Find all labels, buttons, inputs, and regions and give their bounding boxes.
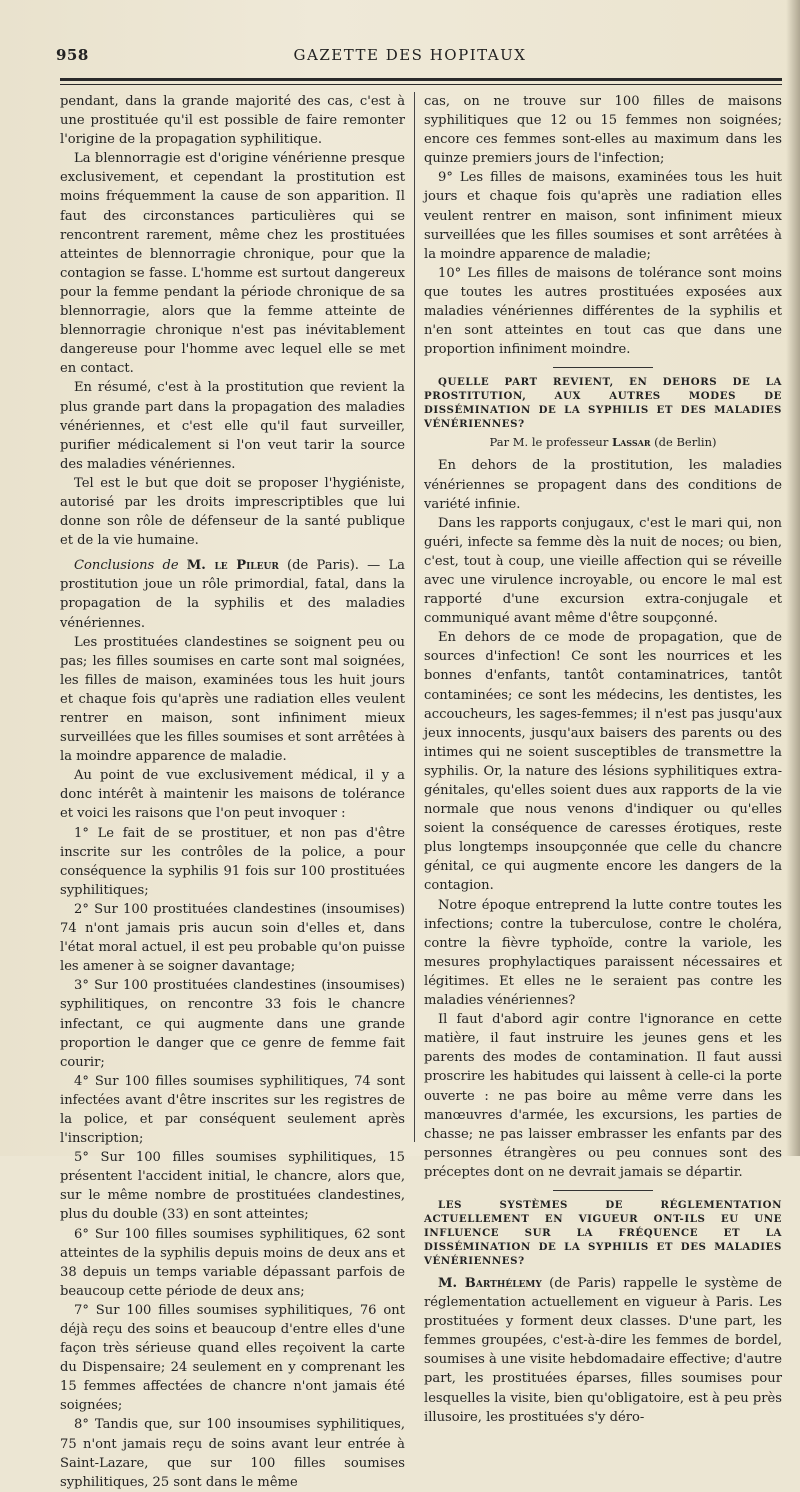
page-edge-shadow	[786, 0, 800, 1156]
byline-suffix: (de Berlin)	[654, 435, 717, 450]
list-item: 1° Le fait de se prostituer, et non pas d'être inscrite sur les contrôles de la police, a pour conséquence la syphilis 91 fois sur 100 prostituées syphilitiques;	[60, 825, 405, 898]
paragraph: pendant, dans la grande majorité des cas, c'est à une prostituée qu'il est possible de faire remonter l'origine de la propagation syphilitique.	[60, 94, 405, 148]
section-divider	[553, 367, 653, 368]
author-name: M. Barthélemy	[438, 1275, 542, 1291]
section-divider	[553, 1190, 653, 1191]
paragraph: Il faut d'abord agir contre l'ignorance en cette matière, il faut instruire les jeunes gens et les parents des modes de contamination. Il faut aussi proscrire les habitudes qui laissent à celle-ci la porte ouverte : ne pas boire au même verre dans les manœuvres d'armée, les excursions, les parties de chasse; ne pas laisser embrasser les enfants par des personnes étrangères ou peu connues sont des préceptes dont on ne devrait jamais se départir.	[424, 1012, 782, 1180]
paragraph: En dehors de la prostitution, les maladies vénériennes se propagent dans des conditions de variété infinie.	[424, 458, 782, 512]
paragraph: Les prostituées clandestines se soignent peu ou pas; les filles soumises en carte sont mal soignées, les filles de maison, examinées tous les huit jours et chaque fois qu'après une radiation elles veulent rentrer en maison, sont infiniment mieux surveillées que les filles soumises et sont arrêtées à la moindre apparence de maladie.	[60, 634, 405, 765]
list-item: 7° Sur 100 filles soumises syphilitiques, 76 ont déjà reçu des soins et beaucoup d'entre elles d'une façon très sérieuse quand elles reçoivent la carte du Dispensaire; 24 seulement en y comprenant les 15 femmes affectées de chancre n'ont jamais été soignées;	[60, 1302, 405, 1414]
section-title: QUELLE PART REVIENT, EN DEHORS DE LA PROSTITUTION, AUX AUTRES MODES DE DISSÉMINATION DE LA SYPHILIS ET DES MALADIES VÉNÉRIENNES?	[424, 376, 782, 431]
page-header	[40, 44, 780, 70]
paragraph: Tel est le but que doit se proposer l'hygiéniste, autorisé par les droits imprescriptibles que lui donne son rôle de défenseur de la santé publique et de la vie humaine.	[60, 475, 405, 549]
header-rule-thin	[60, 84, 782, 85]
paragraph: cas, on ne trouve sur 100 filles de maisons syphilitiques que 12 ou 15 femmes non soignées; encore ces femmes sont-elles au maximum dans les quinze premiers jours de l'infection;	[424, 94, 782, 167]
page-number: 958	[56, 46, 89, 64]
list-item: 3° Sur 100 prostituées clandestines (insoumises) syphilitiques, on rencontre 33 fois le chancre infectant, ce qui augmente dans une grande proportion le danger que ce genre de femme fait courir;	[60, 978, 405, 1070]
header-rule-thick	[60, 78, 782, 81]
paragraph: En résumé, c'est à la prostitution que revient la plus grande part dans la propagation des maladies vénériennes, et c'est elle qu'il faut surveiller, purifier médicalement si l'on veut tarir la source des maladies vénériennes.	[60, 380, 405, 472]
paragraph: Notre époque entreprend la lutte contre toutes les infections; contre la tuberculose, contre le choléra, contre la fièvre typhoïde, contre la variole, les mesures prophylactiques paraissent nécessaires et légitimes. Et elles ne le seraient pas contre les maladies vénériennes?	[424, 897, 782, 1009]
list-item: 8° Tandis que, sur 100 insoumises syphilitiques, 75 n'ont jamais reçu de soins avant leur entrée à Saint-Lazare, que sur 100 filles soumises syphilitiques, 25 sont dans le même	[60, 1417, 405, 1490]
paragraph: Au point de vue exclusivement médical, il y a donc intérêt à maintenir les maisons de tolérance et voici les raisons que l'on peut invoquer :	[60, 768, 405, 822]
list-item: 5° Sur 100 filles soumises syphilitiques, 15 présentent l'accident initial, le chancre, alors que, sur le même nombre de prostituées clandestines, plus du double (33) en sont atteintes;	[60, 1150, 405, 1223]
paragraph-text: (de Paris) rappelle le système de réglementation actuellement en vigueur à Paris. Les prostituées y forment deux classes. D'une part, les femmes groupées, c'est-à-dire les femmes de bordel, soumises à une visite hebdomadaire effective; d'autre part, les prostituées éparses, filles soumises pour lesquelles la visite, bien qu'obligatoire, est à peu près illusoire, les prostituées s'y déro-	[424, 1275, 783, 1425]
conclusions-paragraph	[60, 556, 405, 632]
author-name: M. le Pileur	[186, 558, 279, 574]
list-item: 6° Sur 100 filles soumises syphilitiques, 62 sont atteintes de la syphilis depuis moins de deux ans et 38 depuis un temps variable dépassant parfois de beaucoup cette période de deux ans;	[60, 1226, 405, 1299]
byline-prefix: Par M. le professeur	[489, 435, 609, 450]
conclusions-text: (de Paris). — La prostitution joue un rôle primordial, fatal, dans la propagation de la syphilis et des maladies vénériennes.	[60, 558, 405, 631]
column-divider	[414, 92, 415, 1142]
section-byline	[424, 433, 782, 452]
paragraph: En dehors de ce mode de propagation, que de sources d'infection! Ce sont les nourrices et les bonnes d'enfants, tantôt contaminatrices, tantôt contaminées; ce sont les médecins, les dentistes, les accoucheurs, les sages-femmes; il n'est pas jusqu'aux jeux innocents, jusqu'aux baisers des parents ou des intimes qui ne soient susceptibles de transmettre la syphilis. Or, la nature des lésions syphilitiques extra-génitales, qu'elles soient dues aux rapports de la vie normale que nous venons d'indiquer ou qu'elles soient la conséquence de caresses érotiques, reste plus longtemps insoupçonnée que celle du chancre génital, ce qui augmente encore les dangers de la contagion.	[424, 630, 782, 894]
list-item: 2° Sur 100 prostituées clandestines (insoumises) 74 n'ont jamais pris aucun soin d'elles et, dans l'état moral actuel, il est peu probable qu'on puisse les amener à se soigner davantage;	[60, 901, 405, 975]
right-column	[424, 92, 783, 1425]
list-item: 4° Sur 100 filles soumises syphilitiques, 74 sont infectées avant d'être inscrites sur les registres de la police, et par conséquent seulement après l'inscription;	[60, 1073, 405, 1147]
list-item: 9° Les filles de maisons, examinées tous les huit jours et chaque fois qu'après une radiation elles veulent rentrer en maison, sont infiniment mieux surveillées que les filles soumises et sont arrêtées à la moindre apparence de maladie;	[424, 170, 782, 262]
list-item: 10° Les filles de maisons de tolérance sont moins que toutes les autres prostituées exposées aux maladies vénériennes différentes de la syphilis et n'en sont atteintes en tout cas que dans une proportion infiniment moindre.	[424, 265, 782, 358]
author-name: Lassar	[611, 435, 651, 450]
paragraph: Dans les rapports conjugaux, c'est le mari qui, non guéri, infecte sa femme dès la nuit de noces; ou bien, c'est, tout à coup, une vieille affection qui se réveille avec une virulence incroyable, ou encore le mal est rapporté d'une excursion extra-conjugale et communiqué avant même d'être soupçonné.	[424, 515, 782, 627]
section-title: LES SYSTÈMES DE RÉGLEMENTATION ACTUELLEMENT EN VIGUEUR ONT-ILS EU UNE INFLUENCE SUR LA FRÉQUENCE ET LA DISSÉMINATION DE LA SYPHILIS ET DES MALADIES VÉNÉRIENNES?	[424, 1198, 782, 1267]
left-column	[60, 92, 405, 1490]
paragraph	[424, 1274, 782, 1427]
conclusions-heading: Conclusions de	[74, 558, 179, 574]
paragraph: La blennorragie est d'origine vénérienne presque exclusivement, et cependant la prostitution est moins fréquemment la cause de son apparition. Il faut des circonstances particulières qui se rencontrent rarement, même chez les prostituées atteintes de blennorragie chronique, pour que la contagion se fasse. L'homme est surtout dangereux pour la femme pendant la période chronique de sa blennorragie, alors que la femme atteinte de blennorragie chronique n'est pas inévitablement dangereuse pour l'homme avec lequel elle se met en contact.	[60, 151, 405, 377]
journal-title: GAZETTE DES HOPITAUX	[293, 46, 527, 64]
